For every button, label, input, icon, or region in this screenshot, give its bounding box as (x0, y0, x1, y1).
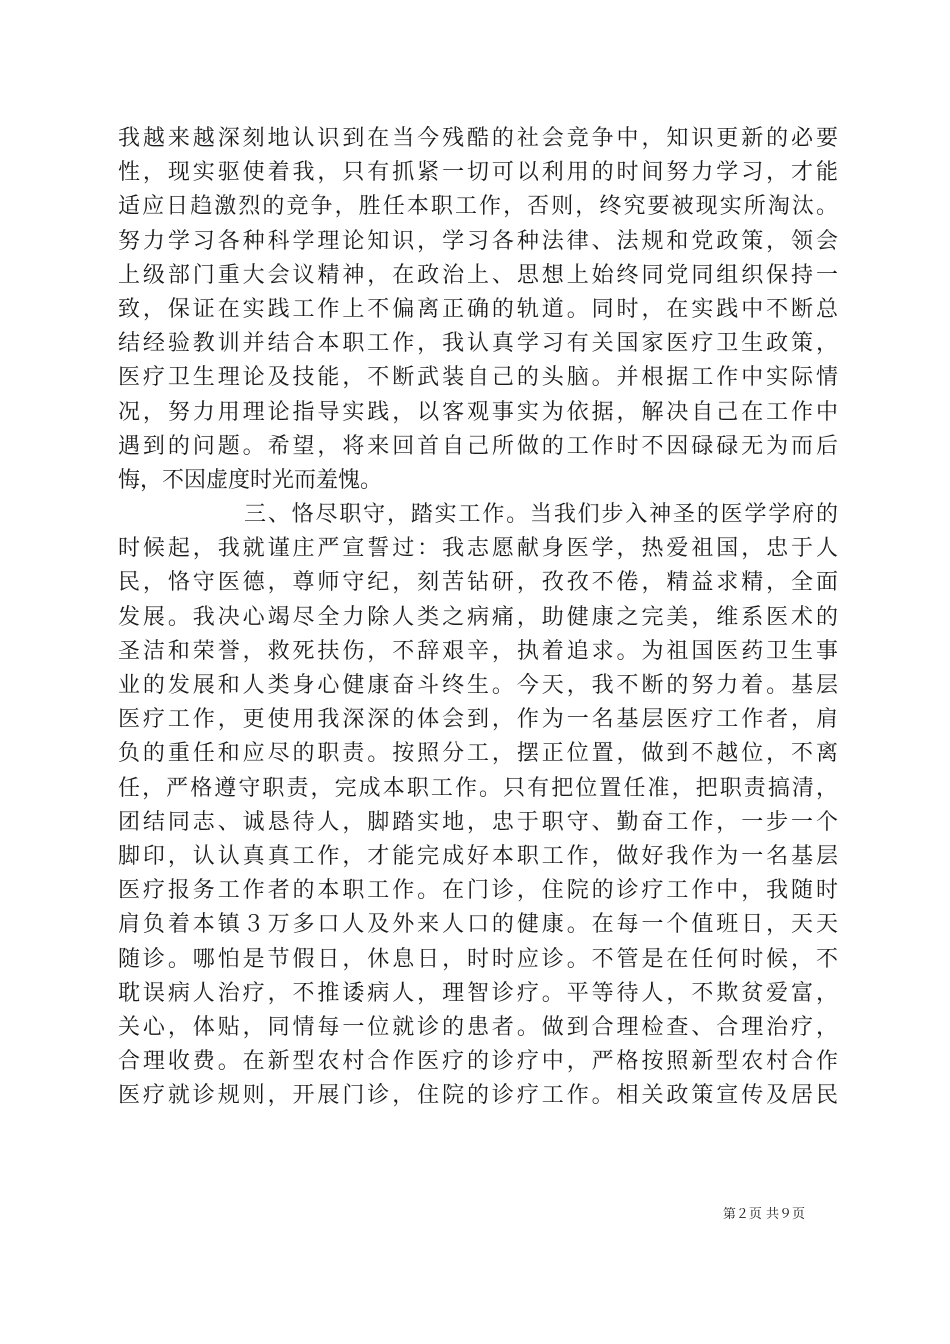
text-line: 时候起，我就谨庄严宣誓过：我志愿献身医学，热爱祖国，忠于人 (118, 536, 838, 562)
section-heading-line: 三、恪尽职守，踏实工作。当我们步入神圣的医学学府的 (244, 502, 838, 528)
text-line: 圣洁和荣誉，救死扶伤，不辞艰辛，执着追求。为祖国医药卫生事 (118, 638, 838, 664)
text-line: 负的重任和应尽的职责。按照分工，摆正位置，做到不越位，不离 (118, 741, 838, 767)
text-line: 况，努力用理论指导实践，以客观事实为依据，解决自己在工作中 (118, 399, 838, 425)
text-line: 医疗报务工作者的本职工作。在门诊，住院的诊疗工作中，我随时 (118, 878, 838, 904)
text-line: 性，现实驱使着我，只有抓紧一切可以利用的时间努力学习，才能 (118, 160, 838, 186)
text-line: 耽误病人治疗，不推诿病人，理智诊疗。平等待人，不欺贫爱富， (118, 980, 838, 1006)
text-line: 医疗就诊规则，开展门诊，住院的诊疗工作。相关政策宣传及居民 (118, 1083, 838, 1109)
text-line: 任，严格遵守职责，完成本职工作。只有把位置任准，把职责搞清， (118, 775, 838, 801)
text-line: 合理收费。在新型农村合作医疗的诊疗中，严格按照新型农村合作 (118, 1049, 838, 1075)
text-line: 我越来越深刻地认识到在当今残酷的社会竞争中，知识更新的必要 (118, 126, 838, 151)
text-line: 肩负着本镇３万多口人及外来人口的健康。在每一个值班日，天天 (118, 912, 838, 938)
text-line: 随诊。哪怕是节假日，休息日，时时应诊。不管是在任何时候，不 (118, 946, 838, 972)
paragraph-end-line: 悔，不因虚度时光而羞愧。 (118, 467, 383, 493)
text-line: 努力学习各种科学理论知识，学习各种法律、法规和党政策，领会 (118, 228, 838, 254)
text-line: 适应日趋激烈的竞争，胜任本职工作，否则，终究要被现实所淘汰。 (118, 194, 838, 220)
text-line: 业的发展和人类身心健康奋斗终生。今天，我不断的努力着。基层 (118, 673, 838, 698)
text-line: 发展。我决心竭尽全力除人类之病痛，助健康之完美，维系医术的 (118, 604, 838, 630)
text-line: 团结同志、诚恳待人，脚踏实地，忠于职守、勤奋工作，一步一个 (118, 809, 838, 835)
text-line: 结经验教训并结合本职工作，我认真学习有关国家医疗卫生政策， (118, 331, 838, 357)
text-line: 医疗卫生理论及技能，不断武装自己的头脑。并根据工作中实际情 (118, 365, 838, 391)
text-line: 关心，体贴，同情每一位就诊的患者。做到合理检查、合理治疗， (118, 1014, 838, 1040)
text-line: 致，保证在实践工作上不偏离正确的轨道。同时，在实践中不断总 (118, 296, 838, 322)
text-line: 民，恪守医德，尊师守纪，刻苦钻研，孜孜不倦，精益求精，全面 (118, 570, 838, 596)
text-line: 医疗工作，更使用我深深的体会到，作为一名基层医疗工作者，肩 (118, 707, 838, 733)
text-line: 遇到的问题。希望，将来回首自己所做的工作时不因碌碌无为而后 (118, 433, 838, 459)
page-number-footer: 第２页 共９页 (722, 1207, 805, 1222)
text-line: 脚印，认认真真工作，才能完成好本职工作，做好我作为一名基层 (118, 843, 838, 869)
body-text (118, 122, 838, 1113)
text-line: 上级部门重大会议精神，在政治上、思想上始终同党同组织保持一 (118, 262, 838, 288)
